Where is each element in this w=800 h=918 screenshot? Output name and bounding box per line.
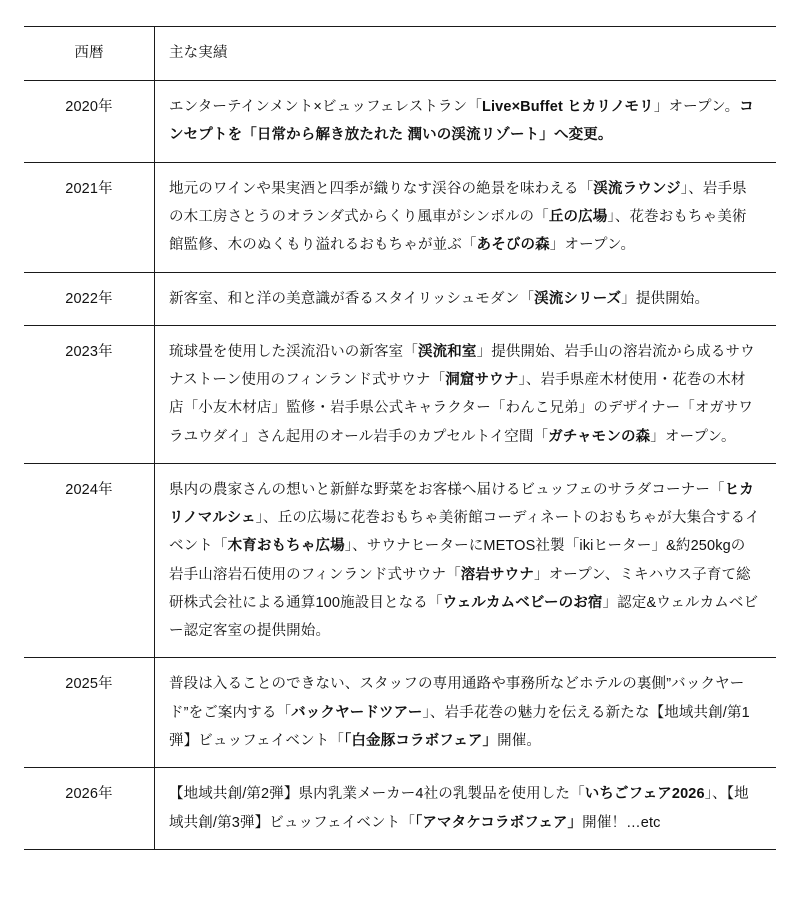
highlight-text: あそびの森 [476, 237, 550, 254]
table-row [24, 325, 776, 463]
body-text: 」オープン、ミキハウス子育て総研株式会社による通算100施設目となる「 [169, 566, 751, 611]
body-text: 開催！…etc [582, 814, 661, 831]
cell-year: 2023年 [24, 325, 155, 463]
body-text: 新客室、和と洋の美意識が香るスタイリッシュモダン「 [169, 290, 535, 307]
highlight-text: 「アマタケコラボフェア」 [414, 814, 583, 831]
highlight-text: 渓流シリーズ [534, 290, 622, 307]
highlight-text: いちごフェア2026 [584, 786, 705, 803]
table-header-row [24, 27, 776, 81]
cell-achievements [155, 162, 777, 272]
table-row [24, 81, 776, 163]
history-table [24, 26, 776, 850]
highlight-text: ウェルカムベビーのお宿 [442, 594, 603, 611]
body-text: 地元のワインや果実酒と四季が織りなす渓谷の絶景を味わえる「 [169, 180, 594, 197]
highlight-text: 洞窟サウナ [445, 372, 519, 389]
body-text: 【地域共創/第2弾】県内乳業メーカー4社の乳製品を使用した「 [169, 786, 585, 803]
highlight-text: 「白金豚コラボフェア」 [344, 732, 498, 749]
highlight-text: 溶岩サウナ [460, 566, 534, 583]
body-text: 」、【地域共創/第3弾】ビュッフェイベント「 [169, 786, 749, 831]
body-text: 」、岩手花巻の魅力を伝える新たな【地域共創/第1弾】ビュッフェイベント「 [169, 704, 750, 749]
body-text: 」提供開始、岩手山の溶岩流から成るサウナストーン使用のフィンランド式サウナ「 [169, 343, 755, 389]
highlight-text: ガチャモンの森 [548, 428, 651, 445]
cell-year: 2022年 [24, 272, 155, 325]
highlight-text: 渓流和室 [417, 343, 477, 360]
cell-achievements [155, 463, 777, 658]
body-text: エンターテインメント×ビュッフェレストラン「 [169, 99, 482, 116]
cell-year: 2025年 [24, 658, 155, 768]
body-text: 」オープン。 [549, 237, 636, 254]
cell-achievements [155, 325, 777, 463]
highlight-text: 木育おもちゃ広場 [227, 538, 345, 555]
body-text: 」、花巻おもちゃ美術館監修、木のぬくもり溢れるおもちゃが並ぶ「 [169, 208, 747, 254]
cell-achievements [155, 81, 777, 163]
table-row [24, 272, 776, 325]
table-row [24, 768, 776, 850]
cell-year: 2020年 [24, 81, 155, 163]
body-text: 」、岩手県の木工房さとうのオランダ式からくり風車がシンボルの「 [169, 180, 747, 225]
cell-year: 2021年 [24, 162, 155, 272]
highlight-text: コンセプトを「日常から解き放たれた 潤いの渓流リゾート」へ変更。 [169, 99, 754, 144]
body-text: 開催。 [497, 732, 542, 749]
body-text: 」、岩手県産木材使用・花巻の木材店「小友木材店」監修・岩手県公式キャラクター「わんこ兄弟」のデザイナー「オガサワラユウダイ」さん起用のオール岩手のカプセルトイ空間「 [169, 372, 754, 445]
body-text: 」オープン。 [653, 99, 740, 116]
highlight-text: バックヤードツアー [291, 704, 423, 721]
cell-achievements [155, 768, 777, 850]
cell-year: 2024年 [24, 463, 155, 658]
table-row [24, 162, 776, 272]
table-row [24, 463, 776, 658]
body-text: 普段は入ることのできない、スタッフの専用通路や事務所などホテルの裏側”バックヤード”をご案内する「 [169, 676, 745, 721]
highlight-text: 丘の広場 [548, 208, 608, 225]
highlight-text: ヒカリノマルシェ [169, 481, 754, 527]
header-cell-achievements: 主な実績 [155, 27, 777, 81]
body-text: 琉球畳を使用した渓流沿いの新客室「 [169, 343, 418, 360]
body-text: 」認定&ウェルカムベビー認定客室の提供開始。 [169, 594, 759, 640]
body-text: 」オープン。 [650, 428, 736, 445]
body-text: 県内の農家さんの想いと新鮮な野菜をお客様へ届けるビュッフェのサラダコーナー「 [169, 481, 725, 498]
body-text: 」提供開始。 [621, 290, 710, 307]
highlight-text: Live×Buffet ヒカリノモリ [481, 99, 654, 116]
cell-achievements [155, 658, 777, 768]
cell-achievements [155, 272, 777, 325]
highlight-text: 渓流ラウンジ [593, 180, 681, 197]
body-text: 」、丘の広場に花巻おもちゃ美術館コーディネートのおもちゃが大集合するイベント「 [169, 510, 760, 555]
header-cell-year: 西暦 [24, 27, 155, 81]
history-table-body [24, 27, 776, 850]
table-row [24, 658, 776, 768]
cell-year: 2026年 [24, 768, 155, 850]
body-text: 」、サウナヒーターにMETOS社製「ikiヒーター」&約250kgの岩手山溶岩石使用のフィンランド式サウナ「 [169, 538, 746, 583]
